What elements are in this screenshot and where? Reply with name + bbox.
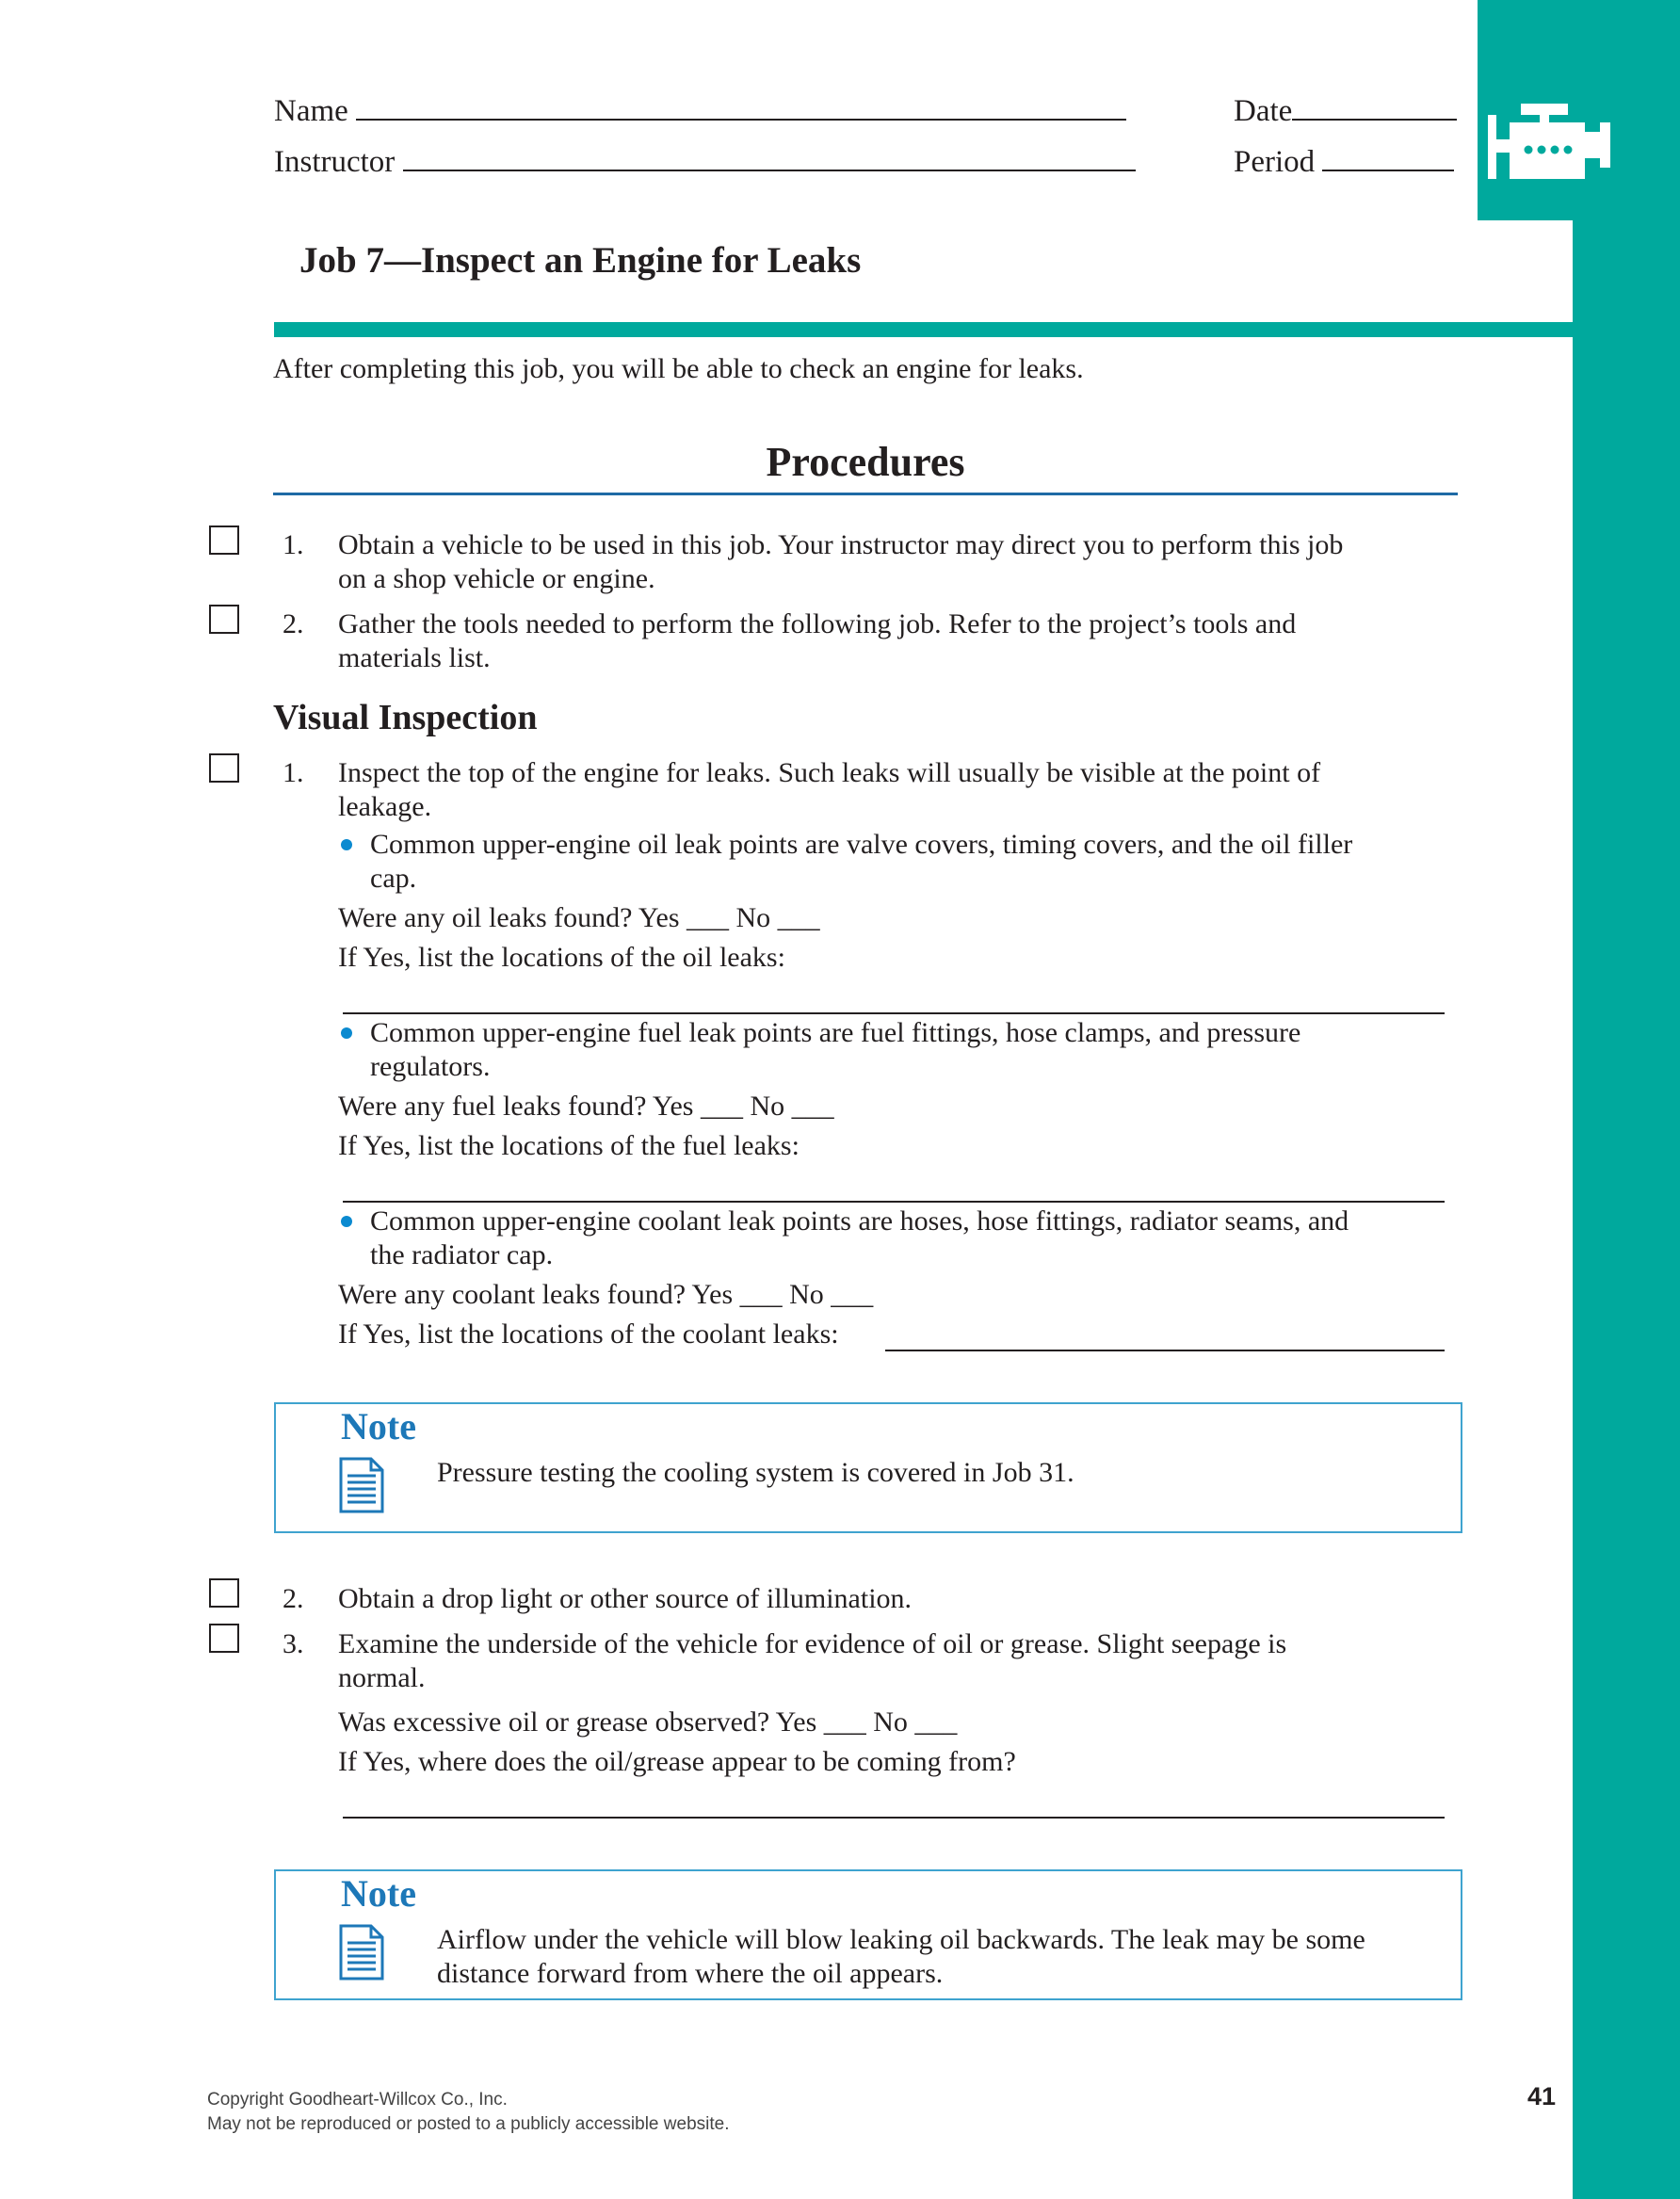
page-title: Job 7—Inspect an Engine for Leaks xyxy=(299,240,862,281)
period-field[interactable] xyxy=(1234,143,1454,181)
step-number: 2. xyxy=(283,608,304,639)
period-input-line[interactable] xyxy=(1322,143,1454,171)
bullet-text xyxy=(370,828,1352,896)
step-number: 3. xyxy=(283,1628,304,1659)
bullet-text-line: regulators. xyxy=(370,1051,491,1082)
coolant-leak-answer-line[interactable] xyxy=(885,1350,1445,1351)
bullet-icon xyxy=(341,1027,352,1039)
coolant-leak-list-prompt: If Yes, list the locations of the coolant leaks: xyxy=(338,1318,839,1350)
date-input-line[interactable] xyxy=(1292,92,1457,121)
note-label: Note xyxy=(341,1405,416,1447)
oil-leak-question: Were any oil leaks found? Yes ___ No ___ xyxy=(338,902,820,933)
date-field[interactable] xyxy=(1234,92,1457,130)
procedures-heading: Procedures xyxy=(766,439,965,485)
step-text xyxy=(338,756,1320,824)
note-text-line: distance forward from where the oil appears. xyxy=(437,1958,944,1989)
step-text-line: Inspect the top of the engine for leaks. Such leaks will usually be visible at the point of xyxy=(338,757,1321,788)
copyright-notice: May not be reproduced or posted to a publicly accessible website. xyxy=(207,2114,730,2134)
name-field[interactable] xyxy=(274,92,1126,130)
fuel-leak-answer-line[interactable] xyxy=(343,1201,1445,1203)
step-checkbox[interactable] xyxy=(209,1624,239,1653)
page-number: 41 xyxy=(1527,2082,1556,2110)
oil-leak-answer-line[interactable] xyxy=(343,1012,1445,1014)
step-checkbox[interactable] xyxy=(209,525,239,555)
name-input-line[interactable] xyxy=(356,92,1126,121)
copyright-text: Copyright Goodheart-Willcox Co., Inc. xyxy=(207,2090,508,2110)
step-text: Obtain a drop light or other source of illumination. xyxy=(338,1583,913,1614)
bullet-text-line: Common upper-engine coolant leak points are hoses, hose fittings, radiator seams, and xyxy=(370,1205,1349,1237)
bullet-text-line: cap. xyxy=(370,863,417,894)
step-text-line: normal. xyxy=(338,1662,426,1693)
note-text xyxy=(437,1923,1365,1991)
grease-source-prompt: If Yes, where does the oil/grease appear to be coming from? xyxy=(338,1746,1016,1777)
document-icon xyxy=(339,1457,384,1513)
step-number: 2. xyxy=(283,1583,304,1614)
oil-leak-list-prompt: If Yes, list the locations of the oil leaks: xyxy=(338,942,785,973)
date-label: Date xyxy=(1234,94,1293,128)
step-number: 1. xyxy=(283,529,304,560)
bullet-text-line: Common upper-engine fuel leak points are fuel fittings, hose clamps, and pressure xyxy=(370,1017,1301,1048)
objective-text: After completing this job, you will be able to check an engine for leaks. xyxy=(273,353,1084,384)
fuel-leak-question: Were any fuel leaks found? Yes ___ No ___ xyxy=(338,1091,834,1122)
bullet-text xyxy=(370,1016,1300,1084)
title-rule xyxy=(274,322,1573,337)
coolant-leak-question: Were any coolant leaks found? Yes ___ No ___ xyxy=(338,1279,874,1310)
instructor-label: Instructor xyxy=(274,145,396,179)
bullet-icon xyxy=(341,1216,352,1227)
step-text xyxy=(338,607,1296,675)
procedures-rule xyxy=(273,493,1458,495)
bullet-text-line: Common upper-engine oil leak points are valve covers, timing covers, and the oil filler xyxy=(370,829,1353,860)
fuel-leak-list-prompt: If Yes, list the locations of the fuel leaks: xyxy=(338,1130,800,1161)
note-text-line: Airflow under the vehicle will blow leaking oil backwards. The leak may be some xyxy=(437,1924,1365,1955)
section-heading: Visual Inspection xyxy=(273,698,538,737)
grease-answer-line[interactable] xyxy=(343,1817,1445,1819)
step-number: 1. xyxy=(283,757,304,788)
side-band xyxy=(1573,0,1680,2199)
instructor-input-line[interactable] xyxy=(403,143,1136,171)
bullet-text-line: the radiator cap. xyxy=(370,1239,554,1270)
note-label: Note xyxy=(341,1872,416,1915)
step-text-line: Obtain a vehicle to be used in this job. Your instructor may direct you to perform this job xyxy=(338,529,1344,560)
step-checkbox[interactable] xyxy=(209,605,239,634)
step-text-line: Examine the underside of the vehicle for evidence of oil or grease. Slight seepage is xyxy=(338,1628,1287,1659)
step-checkbox[interactable] xyxy=(209,1578,239,1608)
step-text xyxy=(338,1627,1286,1695)
grease-question: Was excessive oil or grease observed? Yes ___ No ___ xyxy=(338,1706,958,1738)
bullet-icon xyxy=(341,839,352,850)
name-label: Name xyxy=(274,94,348,128)
step-text-line: leakage. xyxy=(338,791,432,822)
document-icon xyxy=(339,1924,384,1981)
engine-icon xyxy=(1488,104,1610,188)
instructor-field[interactable] xyxy=(274,143,1136,181)
step-text-line: Gather the tools needed to perform the following job. Refer to the project’s tools and xyxy=(338,608,1297,639)
period-label: Period xyxy=(1234,145,1316,179)
note-text: Pressure testing the cooling system is covered in Job 31. xyxy=(437,1457,1074,1488)
step-text-line: materials list. xyxy=(338,642,491,673)
step-text xyxy=(338,528,1343,596)
bullet-text xyxy=(370,1205,1349,1272)
step-text-line: on a shop vehicle or engine. xyxy=(338,563,655,594)
step-checkbox[interactable] xyxy=(209,753,239,783)
